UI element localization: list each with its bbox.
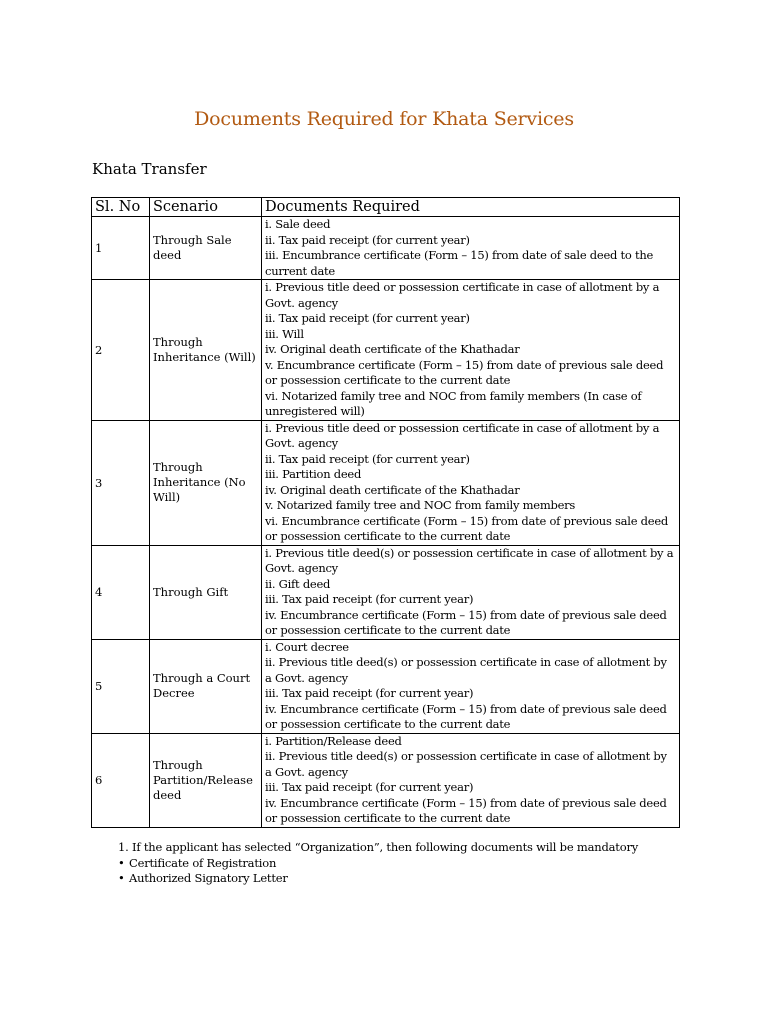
header-scenario: Scenario [150,198,262,217]
page-title: Documents Required for Khata Services [194,108,574,130]
sl-no-cell: 3 [92,420,150,545]
document-item: ii. Gift deed [265,576,331,591]
documents-cell [262,545,680,639]
section-heading: Khata Transfer [92,160,207,178]
document-item: iii. Tax paid receipt (for current year) [265,686,474,700]
documents-table [91,197,680,828]
documents-cell [262,733,680,827]
scenario-cell: Through Sale deed [150,217,262,280]
document-item: iv. Encumbrance certificate (Form – 15) from date of previous sale deed or possession certificate to the current date [265,607,667,637]
document-item: ii. Tax paid receipt (for current year) [265,451,470,466]
document-item: ii. Previous title deed(s) or possession certificate in case of allotment by a Govt. agency [265,749,667,779]
table-row [92,217,680,280]
document-item: v. Encumbrance certificate (Form – 15) from date of previous sale deed or possession certificate to the current date [265,357,664,387]
table-row [92,639,680,733]
scenario-cell: Through Inheritance (No Will) [150,420,262,545]
notes [118,840,638,887]
documents-cell [262,639,680,733]
documents-cell [262,280,680,421]
document-item: ii. Previous title deed(s) or possession certificate in case of allotment by a Govt. agency [265,655,667,685]
scenario-cell: Through Partition/Release deed [150,733,262,827]
document-item: vi. Encumbrance certificate (Form – 15) from date of previous sale deed or possession certificate to the current date [265,513,668,543]
document-item: ii. Tax paid receipt (for current year) [265,311,470,325]
scenario-cell: Through Gift [150,545,262,639]
document-item: i. Previous title deed(s) or possession certificate in case of allotment by a Govt. agency [265,545,674,575]
note-bullet-text: Authorized Signatory Letter [129,871,288,885]
document-item: i. Partition/Release deed [265,733,402,748]
document-item: i. Sale deed [265,217,331,231]
header-documents-required: Documents Required [262,198,680,217]
bullet-icon: • [118,871,125,885]
document-item: i. Court decree [265,639,349,654]
note-numbered: 1. If the applicant has selected “Organization”, then following documents will be mandatory [118,840,639,854]
note-bullet-item [118,856,638,872]
sl-no-cell: 6 [92,733,150,827]
documents-cell [262,420,680,545]
sl-no-cell: 1 [92,217,150,280]
table-row [92,280,680,421]
document-item: iii. Encumbrance certificate (Form – 15) from date of sale deed to the current date [265,248,654,278]
table-header-row [92,198,680,217]
sl-no-cell: 5 [92,639,150,733]
document-item: i. Previous title deed or possession certificate in case of allotment by a Govt. agency [265,280,660,310]
header-sl-no: Sl. No [92,198,150,217]
sl-no-cell: 2 [92,280,150,421]
documents-cell [262,217,680,280]
document-item: iii. Tax paid receipt (for current year) [265,592,474,606]
scenario-cell: Through Inheritance (Will) [150,280,262,421]
note-bullet-text: Certificate of Registration [129,855,277,870]
document-item: iv. Original death certificate of the Khathadar [265,482,520,497]
table-row [92,420,680,545]
document-item: i. Previous title deed or possession certificate in case of allotment by a Govt. agency [265,420,660,450]
document-item: iii. Will [265,326,304,341]
document-item: v. Notarized family tree and NOC from family members [265,498,576,512]
document-item: iv. Original death certificate of the Khathadar [265,342,520,356]
bullet-icon: • [118,855,125,870]
scenario-cell: Through a Court Decree [150,639,262,733]
document-item: vi. Notarized family tree and NOC from family members (In case of unregistered will) [265,388,642,418]
note-bullet-item [118,871,638,887]
table-row [92,733,680,827]
document-item: iii. Partition deed [265,467,362,481]
table-row [92,545,680,639]
document-item: iv. Encumbrance certificate (Form – 15) from date of previous sale deed or possession certificate to the current date [265,701,667,731]
document-item: iii. Tax paid receipt (for current year) [265,780,474,794]
document-item: iv. Encumbrance certificate (Form – 15) from date of previous sale deed or possession certificate to the current date [265,795,667,825]
document-item: ii. Tax paid receipt (for current year) [265,232,470,247]
table-body [92,217,680,828]
sl-no-cell: 4 [92,545,150,639]
